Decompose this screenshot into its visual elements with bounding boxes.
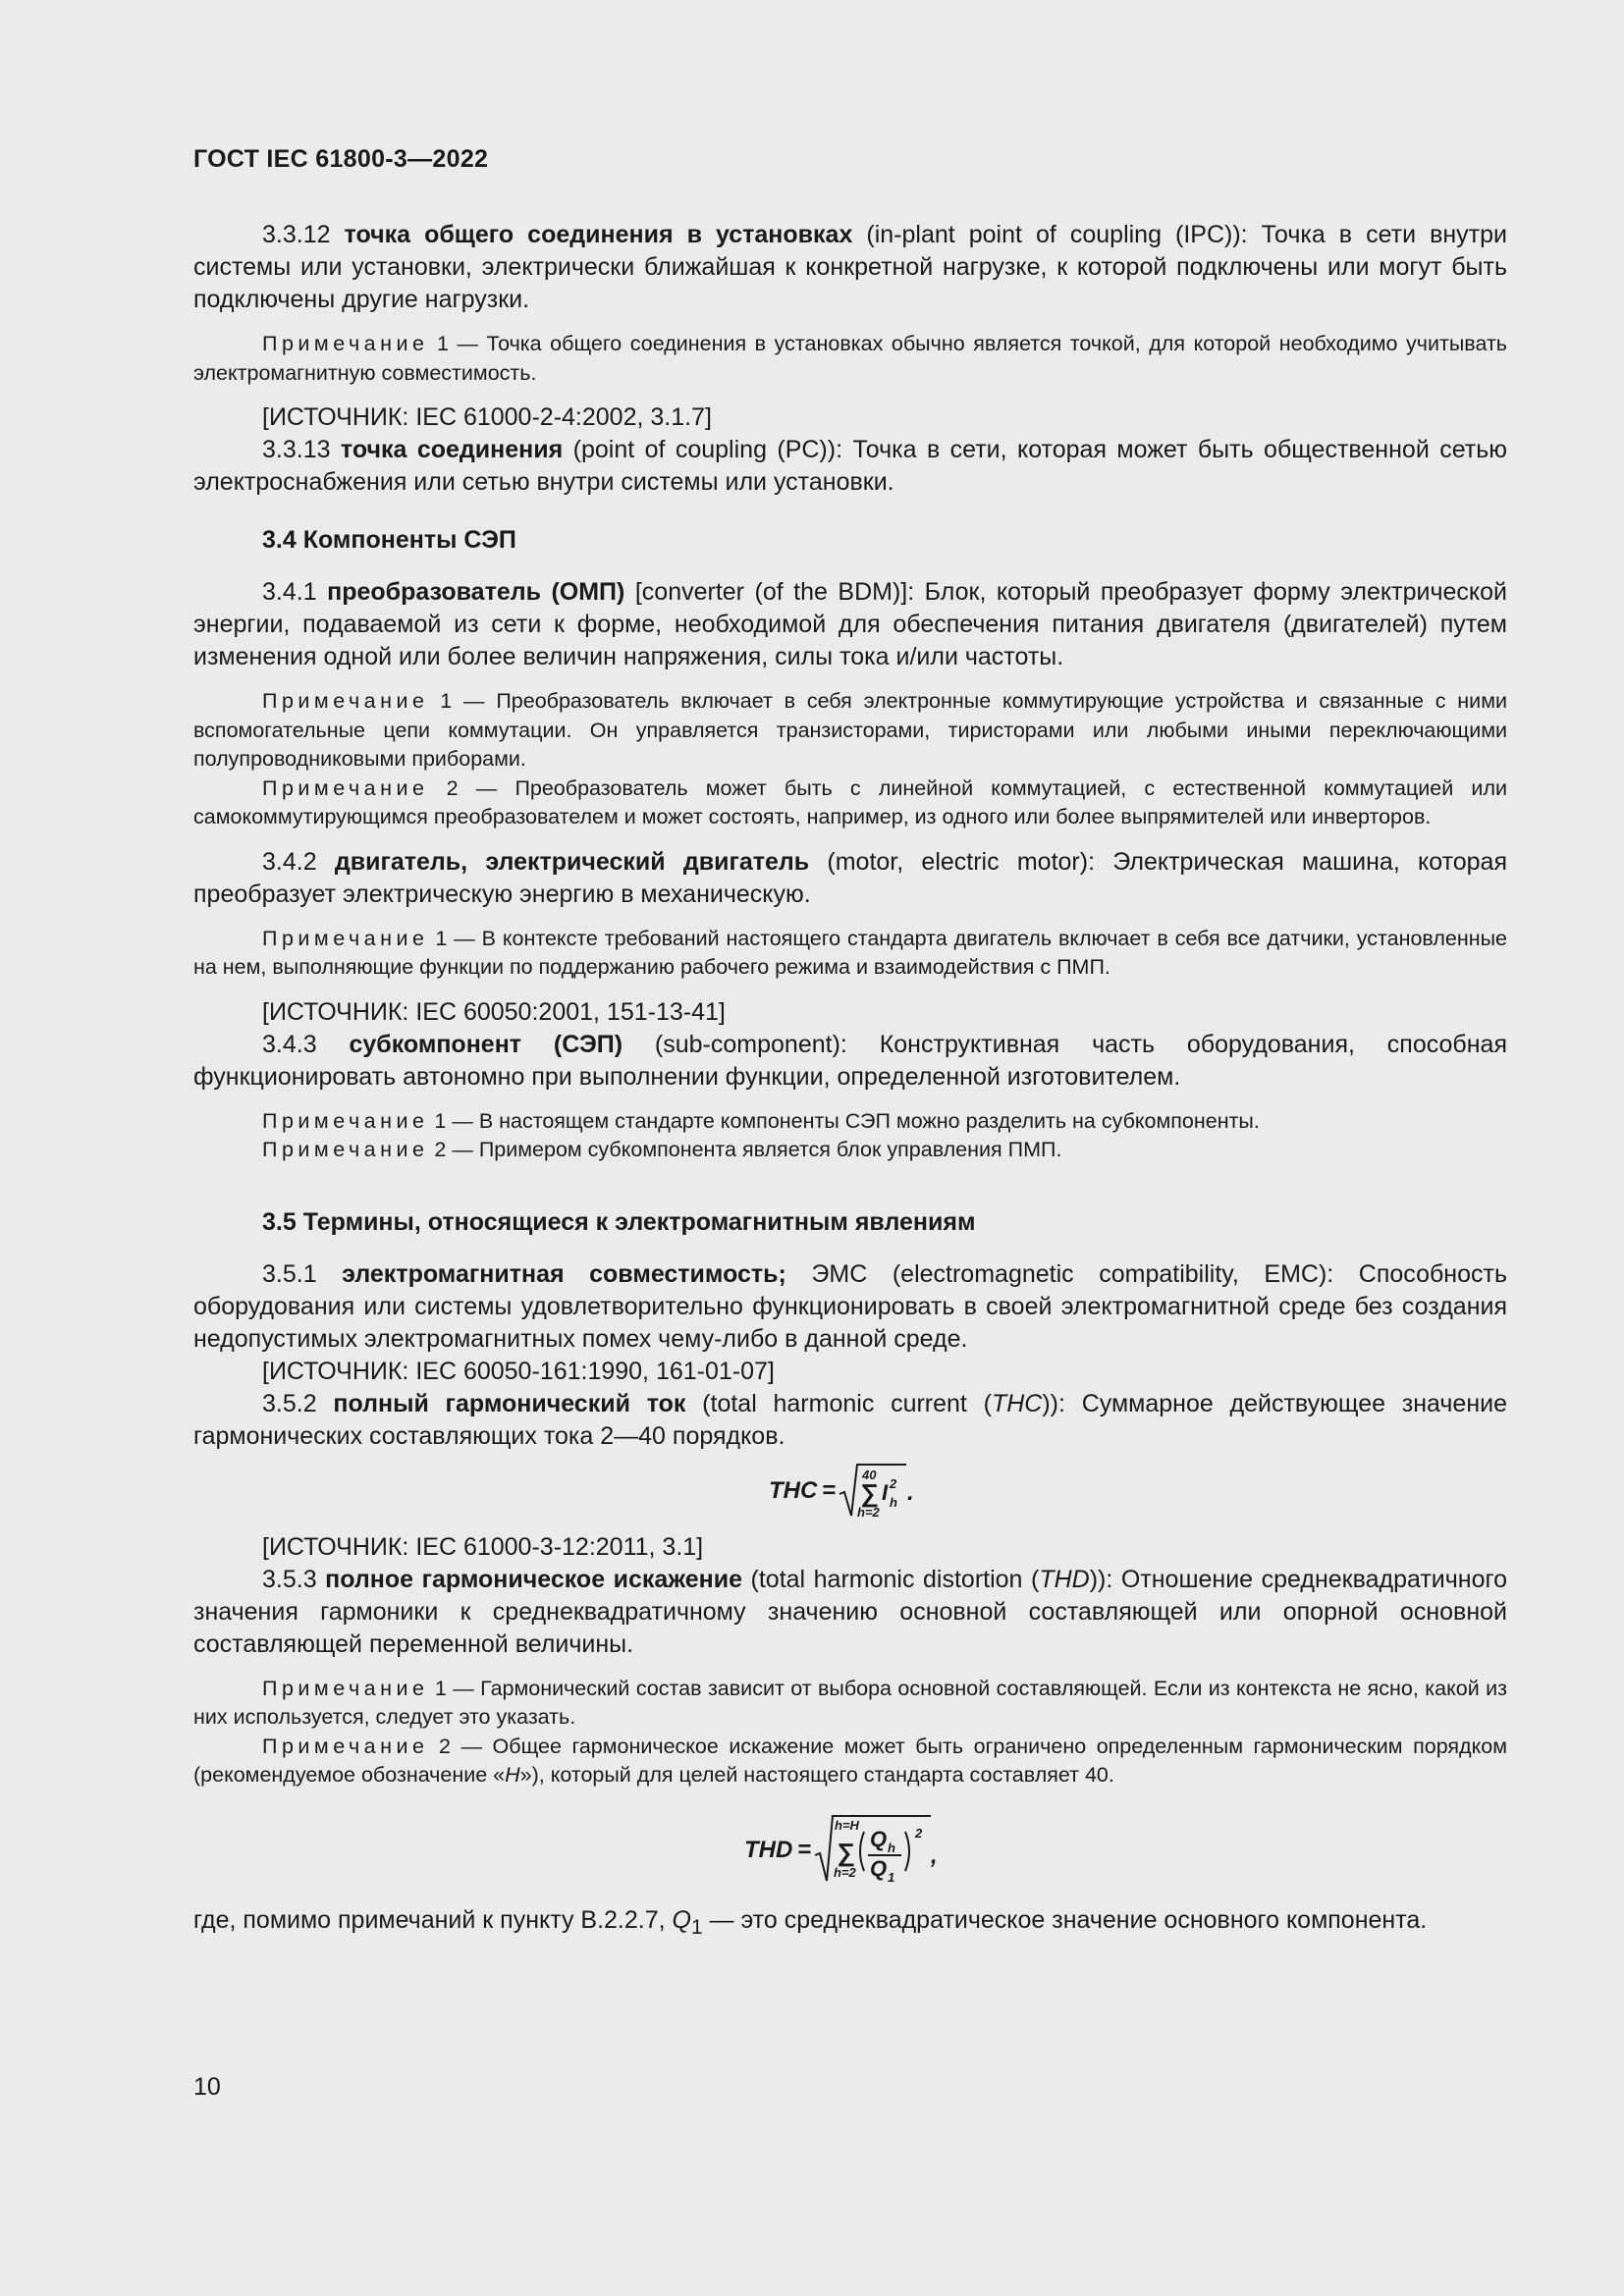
clause-3-4-3	[193, 1029, 1507, 1094]
note	[193, 1107, 1507, 1137]
clause-number: 3.3.12	[262, 221, 345, 248]
formula-end-mark: ,	[931, 1842, 938, 1869]
standard-header: ГОСТ IEC 61800-3—2022	[193, 145, 489, 173]
explanation-part: где, помимо примечаний к пункту В.2.2.7,	[193, 1905, 673, 1934]
denominator-variable: Q	[870, 1855, 888, 1881]
explanation-part: — это среднеквадратическое значение основного компонента.	[702, 1905, 1428, 1934]
clause-number: 3.5.2	[262, 1389, 334, 1417]
thd-formula-svg	[742, 1812, 958, 1887]
formula-equals: =	[797, 1836, 812, 1863]
sum-upper-limit: h=H	[835, 1817, 859, 1833]
note	[193, 330, 1507, 388]
clause-3-5-1	[193, 1258, 1507, 1356]
note	[193, 1136, 1507, 1165]
definition-part: )): Отношение среднеквадратичного значения гармоники к среднеквадратичному значению основной составляющей или опорной основной составляющей переменной величины.	[193, 1565, 1507, 1658]
term: точка общего соединения в установках	[344, 221, 853, 248]
section-heading-3-5: 3.5 Термины, относящиеся к электромагнитным явлениям	[262, 1207, 976, 1236]
definition: (motor, electric motor): Электрическая машина, которая преобразует электрическую энергию в механическую.	[193, 847, 1507, 908]
clause-number: 3.5.1	[262, 1259, 343, 1288]
source-reference: [ИСТОЧНИК: IEC 61000-2-4:2002, 3.1.7]	[262, 403, 712, 431]
note-text: 1 — Гармонический состав зависит от выбора основной составляющей. Если из контекста не ясно, какой из них используется, следует это указать.	[193, 1676, 1507, 1729]
right-paren	[905, 1832, 909, 1871]
clause-3-3-12	[193, 219, 1507, 316]
current-exponent: 2	[890, 1475, 897, 1491]
note-label: Примечание	[262, 1138, 429, 1161]
definition: (point of coupling (PC)): Точка в сети, которая может быть общественной сетью электроснабжения или сетью внутри системы или установки.	[193, 436, 1507, 496]
term: электромагнитная совместимость;	[342, 1259, 786, 1288]
clause-number: 3.4.1	[262, 578, 328, 606]
current-subscript: h	[890, 1494, 897, 1510]
formula-end-mark: .	[907, 1478, 914, 1506]
formula-thc	[193, 1461, 1507, 1522]
definition-part: (total harmonic distortion (	[742, 1565, 1040, 1593]
section-heading-3-4: 3.4 Компоненты СЭП	[262, 526, 516, 554]
note	[193, 687, 1507, 774]
denominator-subscript: 1	[888, 1869, 895, 1885]
note-label: Примечание	[262, 775, 429, 800]
source-reference: [ИСТОЧНИК: IEC 61000-3-12:2011, 3.1]	[262, 1532, 704, 1561]
definition: [converter (of the BDM)]: Блок, который преобразует форму электрической энергии, подаваемой из сети к форме, необходимой для обеспечения питания двигателя (двигателей) путем изменения одной или более величин напряжения, силы тока и/или частоты.	[193, 578, 1507, 670]
source-reference: [ИСТОЧНИК: IEC 60050:2001, 151-13-41]	[262, 997, 726, 1026]
term: точка соединения	[340, 436, 564, 463]
note-text: 1 — Точка общего соединения в установках обычно является точкой, для которой необходимо учитывать электромагнитную совместимость.	[193, 332, 1507, 385]
note-label: Примечание	[262, 332, 429, 355]
note-text-part: »), который для целей настоящего стандарта составляет 40.	[519, 1763, 1114, 1787]
note-label: Примечание	[262, 689, 429, 713]
term: полное гармоническое искажение	[325, 1565, 742, 1593]
clause-number: 3.3.13	[262, 436, 341, 463]
note-label: Примечание	[262, 1676, 429, 1700]
clause-number: 3.4.3	[262, 1030, 350, 1058]
note-text: 2 — Примером субкомпонента является блок управления ПМП.	[428, 1138, 1062, 1161]
current-variable: I	[882, 1479, 889, 1505]
fraction-exponent: 2	[915, 1825, 923, 1841]
clause-3-5-2	[193, 1388, 1507, 1453]
term: двигатель, электрический двигатель	[334, 847, 810, 876]
clause-3-3-13	[193, 434, 1507, 499]
source-reference: [ИСТОЧНИК: IEC 60050-161:1990, 161-01-07]	[262, 1357, 775, 1385]
note-text: 1 — В настоящем стандарте компоненты СЭП можно разделить на субкомпоненты.	[428, 1108, 1260, 1133]
definition: (sub-component): Конструктивная часть оборудования, способная функционировать автономно при выполнении функции, определенной изготовителем.	[193, 1030, 1507, 1091]
formula-equals: =	[822, 1476, 837, 1504]
note-text: 1 — Преобразователь включает в себя электронные коммутирующие устройства и связанные с ними вспомогательные цепи коммутации. Он управляется транзисторами, тиристорами или любыми иными переключающими полупроводниковыми приборами.	[193, 689, 1507, 771]
sum-sign: ∑	[837, 1837, 855, 1867]
left-paren	[860, 1832, 864, 1871]
order-symbol: H	[505, 1763, 520, 1787]
clause-3-4-2	[193, 846, 1507, 911]
q-symbol: Q	[672, 1905, 691, 1934]
note	[193, 774, 1507, 832]
sum-lower-limit: h=2	[834, 1864, 856, 1880]
formula-lhs: THC	[769, 1476, 818, 1504]
definition: ЭМС (electromagnetic compatibility, EMC): Способность оборудования или системы удовлетворительно функционировать в своей электромагнитной среде без создания недопустимых электромагнитных помех чему-либо в данной среде.	[193, 1259, 1507, 1353]
formula-explanation	[193, 1904, 1507, 1944]
note-label: Примечание	[262, 926, 429, 950]
formula-thd	[193, 1812, 1507, 1887]
page-content	[193, 145, 1507, 1944]
note-text-part: 2 — Общее гармоническое искажение может быть ограничено определенным гармоническим порядком (рекомендуемое обозначение «	[193, 1734, 1507, 1787]
note	[193, 1675, 1507, 1733]
q-subscript: 1	[690, 1915, 703, 1939]
note-text: 1 — В контексте требований настоящего стандарта двигатель включает в себя все датчики, установленные на нем, выполняющие функции по поддержанию рабочего режима и взаимодействия с ПМП.	[193, 926, 1507, 979]
clause-number: 3.5.3	[262, 1565, 326, 1593]
sum-lower-limit: h=2	[857, 1504, 880, 1520]
note	[193, 925, 1507, 983]
abbreviation: THD	[1039, 1565, 1090, 1593]
definition: (in-plant point of coupling (IPC)): Точка в сети внутри системы или установки, электрически ближайшая к конкретной нагрузке, к которой подключены или могут быть подключены другие нагрузки.	[193, 221, 1507, 313]
definition-part: (total harmonic current (	[685, 1389, 992, 1417]
note	[193, 1733, 1507, 1790]
term: субкомпонент (СЭП)	[349, 1030, 623, 1058]
clause-3-4-1	[193, 576, 1507, 673]
page-number: 10	[193, 2073, 221, 2101]
note-text: 2 — Преобразователь может быть с линейной коммутацией, с естественной коммутацией или самокоммутирующимся преобразователем и может состоять, например, из одного или более выпрямителей или инверторов.	[193, 775, 1507, 828]
term: преобразователь (ОМП)	[327, 578, 625, 606]
clause-number: 3.4.2	[262, 847, 335, 876]
term: полный гармонический ток	[333, 1389, 686, 1417]
thc-formula-svg	[767, 1461, 934, 1522]
sum-sign: ∑	[860, 1477, 879, 1508]
note-label: Примечание	[262, 1734, 429, 1758]
numerator-subscript: h	[888, 1840, 895, 1855]
formula-lhs: THD	[744, 1836, 793, 1863]
numerator-variable: Q	[870, 1826, 888, 1851]
sum-upper-limit: 40	[862, 1467, 877, 1482]
note-label: Примечание	[262, 1108, 429, 1133]
clause-3-5-3	[193, 1564, 1507, 1661]
abbreviation: THC	[991, 1389, 1043, 1417]
definition-part: )): Суммарное действующее значение гармонических составляющих тока 2—40 порядков.	[193, 1389, 1507, 1450]
